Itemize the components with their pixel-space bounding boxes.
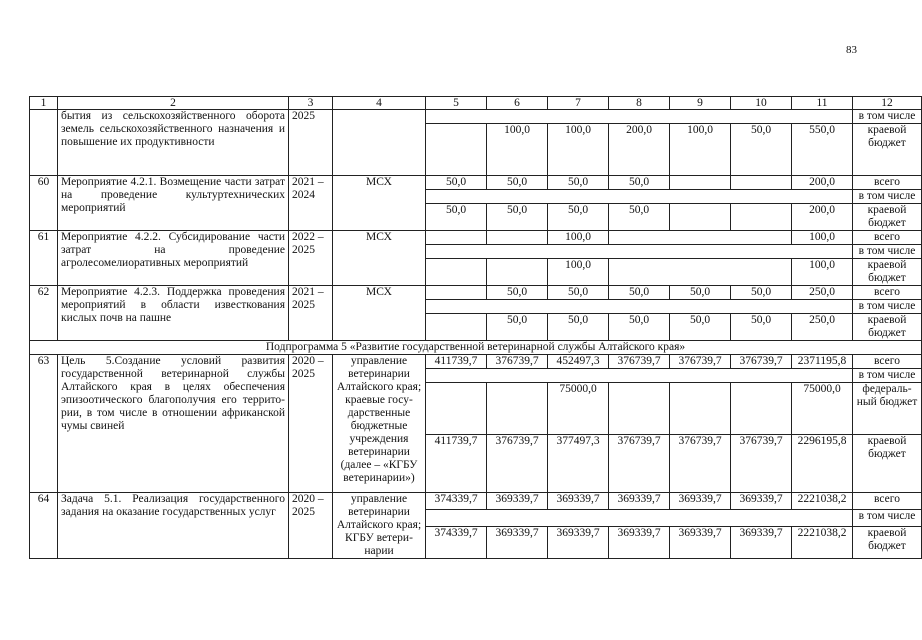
value-cell: 50,0 xyxy=(548,286,609,300)
header-cell: 12 xyxy=(853,97,922,110)
header-cell: 5 xyxy=(426,97,487,110)
value-cell: 369339,7 xyxy=(609,493,670,510)
source-cell: краевой бюджет xyxy=(853,435,922,493)
value-cell xyxy=(609,383,670,435)
measure-text: бытия из сельскохозяйственного оборота земель сельскохозяйственного назначения и повышение их продуктивности xyxy=(58,110,289,176)
value-cell: 50,0 xyxy=(548,204,609,231)
value-cell: 550,0 xyxy=(792,124,853,176)
row-number: 60 xyxy=(30,176,58,231)
value-cell: 200,0 xyxy=(792,204,853,231)
table-row xyxy=(30,231,922,245)
row-number: 61 xyxy=(30,231,58,286)
value-cell: 369339,7 xyxy=(548,493,609,510)
header-cell: 4 xyxy=(333,97,426,110)
value-cell: 369339,7 xyxy=(731,493,792,510)
header-cell: 7 xyxy=(548,97,609,110)
subprogram-title: Подпрограмма 5 «Развитие государственной ветеринарной службы Алтайского края» xyxy=(30,341,922,355)
value-cell: 50,0 xyxy=(731,286,792,300)
value-cell xyxy=(426,509,853,526)
value-cell: 369339,7 xyxy=(670,526,731,558)
value-cell: 100,0 xyxy=(548,259,609,286)
value-cell xyxy=(731,204,792,231)
source-cell: в том числе xyxy=(853,190,922,204)
header-cell: 1 xyxy=(30,97,58,110)
value-cell: 369339,7 xyxy=(487,493,548,510)
value-cell: 100,0 xyxy=(792,231,853,245)
value-cell: 100,0 xyxy=(792,259,853,286)
value-cell xyxy=(731,176,792,190)
value-cell: 376739,7 xyxy=(487,355,548,369)
header-cell: 10 xyxy=(731,97,792,110)
source-cell: краевой бюджет xyxy=(853,314,922,341)
value-cell: 250,0 xyxy=(792,286,853,300)
value-cell: 250,0 xyxy=(792,314,853,341)
value-cell: 100,0 xyxy=(548,124,609,176)
source-cell: в том числе xyxy=(853,509,922,526)
source-cell: в том числе xyxy=(853,300,922,314)
value-cell: 2221038,2 xyxy=(792,526,853,558)
value-cell: 50,0 xyxy=(487,314,548,341)
value-cell: 100,0 xyxy=(548,231,609,245)
row-number xyxy=(30,110,58,176)
measure-text: Мероприятие 4.2.3. Поддержка проведения мероприятий в области известкования кислых почв на пашне xyxy=(58,286,289,341)
value-cell: 50,0 xyxy=(731,314,792,341)
value-cell: 100,0 xyxy=(487,124,548,176)
value-cell: 50,0 xyxy=(426,204,487,231)
header-cell: 11 xyxy=(792,97,853,110)
period-cell: 2022 – 2025 xyxy=(289,231,333,286)
header-row xyxy=(30,97,922,110)
value-cell: 50,0 xyxy=(548,176,609,190)
value-cell: 2371195,8 xyxy=(792,355,853,369)
value-cell: 50,0 xyxy=(609,176,670,190)
value-cell: 50,0 xyxy=(670,314,731,341)
source-cell: в том числе xyxy=(853,110,922,124)
value-cell: 50,0 xyxy=(548,314,609,341)
value-cell xyxy=(426,245,853,259)
table-row xyxy=(30,286,922,300)
source-cell: в том числе xyxy=(853,369,922,383)
value-cell: 50,0 xyxy=(609,286,670,300)
value-cell xyxy=(426,369,853,383)
value-cell: 50,0 xyxy=(426,176,487,190)
value-cell: 50,0 xyxy=(731,124,792,176)
source-cell: краевой бюджет xyxy=(853,124,922,176)
value-cell: 369339,7 xyxy=(731,526,792,558)
value-cell xyxy=(426,259,487,286)
value-cell: 369339,7 xyxy=(548,526,609,558)
executor-cell: управление ветеринарии Алтайского края; КГБУ ветеринарии xyxy=(333,493,426,559)
value-cell: 411739,7 xyxy=(426,355,487,369)
source-cell: федеральный бюджет xyxy=(853,383,922,435)
period-cell: 2020 – 2025 xyxy=(289,355,333,493)
source-cell: всего xyxy=(853,355,922,369)
value-cell: 377497,3 xyxy=(548,435,609,493)
row-number: 64 xyxy=(30,493,58,559)
value-cell: 50,0 xyxy=(487,286,548,300)
value-cell xyxy=(670,176,731,190)
value-cell xyxy=(487,383,548,435)
value-cell xyxy=(426,383,487,435)
header-cell: 6 xyxy=(487,97,548,110)
value-cell xyxy=(426,124,487,176)
value-cell xyxy=(426,231,487,245)
period-cell: 2021 – 2024 xyxy=(289,176,333,231)
measure-text: Мероприятие 4.2.2. Субсидирование части затрат на проведение агролесомелиоративных мероприятий xyxy=(58,231,289,286)
executor-cell: МСХ xyxy=(333,231,426,286)
value-cell: 376739,7 xyxy=(670,435,731,493)
period-cell: 2025 xyxy=(289,110,333,176)
source-cell: в том числе xyxy=(853,245,922,259)
value-cell: 374339,7 xyxy=(426,526,487,558)
value-cell: 452497,3 xyxy=(548,355,609,369)
source-cell: всего xyxy=(853,176,922,190)
source-cell: краевой бюджет xyxy=(853,259,922,286)
measure-text: Мероприятие 4.2.1. Возмещение части затрат на проведение культуртехнических мероприятий xyxy=(58,176,289,231)
value-cell: 376739,7 xyxy=(609,435,670,493)
value-cell: 50,0 xyxy=(670,286,731,300)
value-cell xyxy=(426,190,853,204)
value-cell xyxy=(426,110,853,124)
value-cell: 75000,0 xyxy=(792,383,853,435)
value-cell: 376739,7 xyxy=(487,435,548,493)
value-cell xyxy=(609,259,792,286)
source-cell: всего xyxy=(853,231,922,245)
row-number: 63 xyxy=(30,355,58,493)
value-cell xyxy=(731,383,792,435)
period-cell: 2020 – 2025 xyxy=(289,493,333,559)
measure-text: Цель 5.Создание условий развития государственной ветеринарной службы Алтайского края в целях обеспечения эпизоотического благополучия его территории, в том числе в отношении африканской чумы свиней xyxy=(58,355,289,493)
row-number: 62 xyxy=(30,286,58,341)
value-cell xyxy=(609,231,792,245)
table-row xyxy=(30,493,922,510)
header-cell: 8 xyxy=(609,97,670,110)
value-cell: 376739,7 xyxy=(731,355,792,369)
value-cell: 2221038,2 xyxy=(792,493,853,510)
value-cell: 50,0 xyxy=(487,204,548,231)
source-cell: всего xyxy=(853,286,922,300)
table-row xyxy=(30,110,922,124)
value-cell: 411739,7 xyxy=(426,435,487,493)
value-cell: 200,0 xyxy=(609,124,670,176)
value-cell: 50,0 xyxy=(609,314,670,341)
source-cell: краевой бюджет xyxy=(853,526,922,558)
value-cell: 50,0 xyxy=(487,176,548,190)
value-cell: 369339,7 xyxy=(487,526,548,558)
budget-table xyxy=(29,96,922,559)
value-cell xyxy=(426,300,853,314)
executor-cell: МСХ xyxy=(333,176,426,231)
value-cell xyxy=(670,204,731,231)
table-row xyxy=(30,355,922,369)
value-cell xyxy=(487,259,548,286)
header-cell: 9 xyxy=(670,97,731,110)
value-cell: 369339,7 xyxy=(670,493,731,510)
value-cell xyxy=(670,383,731,435)
value-cell xyxy=(426,314,487,341)
value-cell: 75000,0 xyxy=(548,383,609,435)
value-cell: 376739,7 xyxy=(670,355,731,369)
measure-text: Задача 5.1. Реализация государственного задания на оказание государственных услуг xyxy=(58,493,289,559)
value-cell: 374339,7 xyxy=(426,493,487,510)
subprogram-row xyxy=(30,341,922,355)
value-cell: 376739,7 xyxy=(609,355,670,369)
value-cell: 100,0 xyxy=(670,124,731,176)
value-cell xyxy=(426,286,487,300)
table-row xyxy=(30,176,922,190)
value-cell: 2296195,8 xyxy=(792,435,853,493)
header-cell: 3 xyxy=(289,97,333,110)
value-cell: 376739,7 xyxy=(731,435,792,493)
value-cell: 50,0 xyxy=(609,204,670,231)
header-cell: 2 xyxy=(58,97,289,110)
source-cell: краевой бюджет xyxy=(853,204,922,231)
value-cell: 369339,7 xyxy=(609,526,670,558)
executor-cell: управление ветеринарии Алтайского края; краевые государственные бюджетные учреждения ветеринарии (далее – «КГБУ ветеринарии») xyxy=(333,355,426,493)
page-number: 83 xyxy=(846,44,857,56)
period-cell: 2021 – 2025 xyxy=(289,286,333,341)
value-cell: 200,0 xyxy=(792,176,853,190)
source-cell: всего xyxy=(853,493,922,510)
executor-cell: МСХ xyxy=(333,286,426,341)
executor-cell xyxy=(333,110,426,176)
value-cell xyxy=(487,231,548,245)
